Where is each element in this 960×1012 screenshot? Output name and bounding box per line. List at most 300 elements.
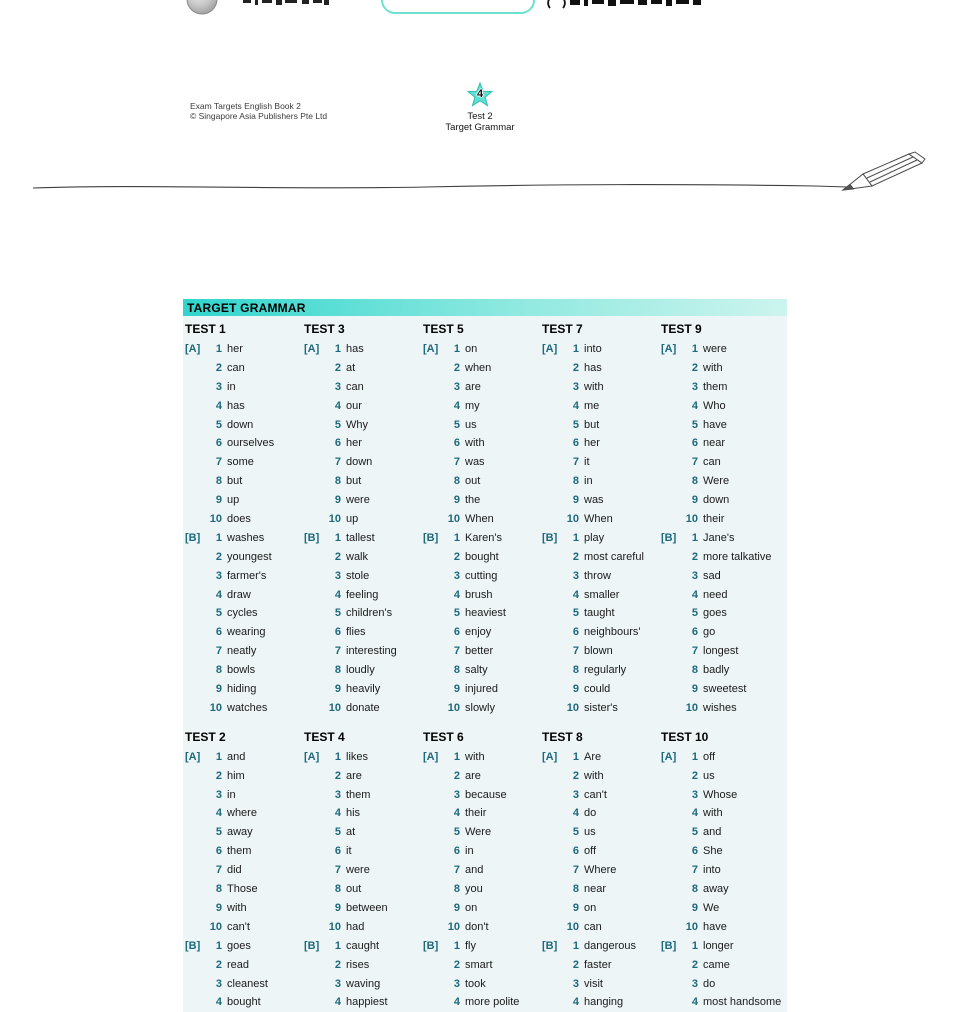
answer-row: [661, 340, 780, 359]
answer-number: 5: [215, 418, 222, 431]
answer-text: Were: [465, 826, 492, 839]
answer-row: [542, 491, 661, 510]
answer-row: [423, 993, 542, 1012]
answer-row: [661, 804, 780, 823]
section-label: [423, 975, 445, 994]
answer-text: with: [703, 361, 723, 374]
answer-row: [661, 359, 780, 378]
answer-number: 10: [328, 513, 341, 526]
answer-row: [542, 880, 661, 899]
answer-row: [661, 510, 780, 529]
section-label: [304, 993, 326, 1012]
section-label: [542, 899, 564, 918]
answer-row: [542, 604, 661, 623]
answer-text: can: [346, 380, 364, 393]
section-label: [423, 661, 445, 680]
test-column: [304, 319, 423, 718]
section-label: [423, 416, 445, 435]
answer-number: 9: [453, 901, 460, 914]
section-label: [423, 491, 445, 510]
answer-row: [185, 993, 304, 1012]
answer-row: [423, 786, 542, 805]
section-label: [185, 642, 207, 661]
answer-number: 10: [685, 701, 698, 714]
answer-text: salty: [465, 664, 488, 677]
answer-row: [661, 491, 780, 510]
answer-row: [185, 861, 304, 880]
answer-row: [661, 642, 780, 661]
section-label: [423, 453, 445, 472]
answer-text: stole: [346, 569, 370, 582]
section-label: [542, 680, 564, 699]
answer-text: on: [465, 901, 478, 914]
answer-number: 3: [334, 380, 341, 393]
answer-row: [185, 680, 304, 699]
section-label: [423, 359, 445, 378]
answer-number: 9: [334, 494, 341, 507]
section-label: [304, 786, 326, 805]
answer-text: go: [703, 626, 716, 639]
answer-text: on: [465, 343, 478, 355]
answer-text: at: [346, 826, 356, 839]
answer-row: [423, 680, 542, 699]
answer-text: into: [703, 864, 721, 877]
test-name: TEST 9: [661, 322, 702, 336]
answer-number: 5: [334, 826, 341, 839]
answer-text: the: [465, 494, 481, 507]
section-label: [185, 491, 207, 510]
answer-number: 5: [453, 418, 460, 431]
answer-text: away: [703, 883, 729, 896]
answer-row: [304, 586, 423, 605]
answer-row: [542, 434, 661, 453]
section-label: [661, 880, 683, 899]
answer-text: can't: [584, 788, 607, 801]
section-label: [185, 510, 207, 529]
section-label: [185, 623, 207, 642]
answer-row: [185, 642, 304, 661]
section-label: [B]: [542, 531, 558, 544]
section-label: [304, 453, 326, 472]
answer-number: 1: [215, 343, 222, 355]
answer-number: 1: [691, 750, 698, 763]
answer-row: [304, 567, 423, 586]
answer-text: smaller: [584, 588, 620, 601]
answer-text: Jane's: [703, 531, 735, 544]
answer-row: [542, 548, 661, 567]
answer-input-outline[interactable]: [382, 0, 534, 13]
section-label: [A]: [304, 343, 320, 355]
answer-row: [661, 378, 780, 397]
answer-text: badly: [703, 664, 730, 677]
answer-row: [304, 642, 423, 661]
section-label: [B]: [661, 531, 677, 544]
answer-text: were: [346, 864, 370, 877]
answer-row: [542, 804, 661, 823]
answer-row: [542, 567, 661, 586]
answer-text: him: [227, 769, 245, 782]
answer-number: 9: [453, 494, 460, 507]
answer-number: 6: [572, 437, 579, 450]
test-name: TEST 2: [185, 729, 226, 744]
answer-number: 5: [572, 418, 579, 431]
answer-row: [423, 880, 542, 899]
answer-text: you: [465, 883, 483, 896]
answer-text: my: [465, 399, 480, 412]
answer-text: better: [465, 645, 494, 658]
answer-row: [423, 956, 542, 975]
answer-text: loudly: [346, 664, 375, 677]
answer-text: them: [346, 788, 371, 801]
section-label: [423, 680, 445, 699]
answer-number: 9: [572, 683, 579, 696]
answer-text: took: [465, 977, 486, 990]
answer-row: [423, 397, 542, 416]
answer-number: 6: [691, 437, 698, 450]
answer-text: waving: [346, 977, 381, 990]
section-label: [542, 378, 564, 397]
section-label: [542, 975, 564, 994]
answer-text: dangerous: [584, 939, 636, 952]
answer-number: 7: [691, 456, 698, 469]
test-column: [185, 727, 304, 1012]
answer-row: [661, 842, 780, 861]
sphere-icon[interactable]: [187, 0, 217, 14]
answer-row: [423, 548, 542, 567]
answer-row: [423, 340, 542, 359]
answer-text: injured: [465, 683, 499, 696]
answer-number: 8: [691, 664, 698, 677]
answer-number: 9: [691, 683, 698, 696]
answer-number: 9: [691, 901, 698, 914]
answer-row: [304, 604, 423, 623]
section-label: [B]: [304, 939, 320, 952]
answer-row: [423, 937, 542, 956]
section-label: [423, 956, 445, 975]
answer-row: [661, 604, 780, 623]
answer-text: rises: [346, 958, 370, 971]
answer-number: 6: [334, 845, 341, 858]
section-label: [423, 993, 445, 1012]
answer-number: 1: [691, 343, 698, 355]
answer-number: 2: [453, 769, 460, 782]
section-label: [542, 567, 564, 586]
section-label: [661, 510, 683, 529]
answer-row: [423, 842, 542, 861]
answer-text: his: [346, 807, 361, 820]
answer-row: [542, 453, 661, 472]
answer-number: 3: [453, 569, 460, 582]
answer-text: do: [584, 807, 597, 820]
answer-text: her: [227, 343, 243, 355]
answer-number: 1: [215, 939, 222, 952]
test-name: TEST 7: [542, 322, 583, 336]
answer-row: [661, 397, 780, 416]
answer-text: washes: [227, 531, 265, 544]
answer-row: [423, 623, 542, 642]
answer-number: 8: [691, 475, 698, 488]
answer-text: up: [346, 513, 359, 526]
answer-text: cleanest: [227, 977, 268, 990]
answer-text: in: [584, 475, 593, 488]
answer-number: 9: [691, 494, 698, 507]
answer-row: [542, 378, 661, 397]
answer-row: [304, 786, 423, 805]
answer-number: 5: [453, 826, 460, 839]
answer-number: 7: [572, 456, 579, 469]
answer-row: [304, 397, 423, 416]
section-label: [423, 434, 445, 453]
answer-number: 10: [685, 513, 698, 526]
answer-text: our: [346, 399, 362, 412]
answer-number: 10: [209, 920, 222, 933]
section-label: [A]: [185, 750, 201, 763]
page-number: 4: [476, 88, 484, 100]
answer-text: in: [465, 845, 474, 858]
answer-number: 5: [453, 607, 460, 620]
section-label: [661, 993, 683, 1012]
answer-text: more talkative: [703, 550, 772, 563]
answer-number: 3: [453, 977, 460, 990]
answer-row: [185, 937, 304, 956]
answer-number: 2: [215, 769, 222, 782]
answer-row: [185, 661, 304, 680]
answer-text: ourselves: [227, 437, 275, 450]
section-label: [304, 823, 326, 842]
section-label: [423, 548, 445, 567]
section-label: [304, 623, 326, 642]
section-label: [304, 378, 326, 397]
section-label: [A]: [661, 750, 677, 763]
answer-text: us: [703, 769, 715, 782]
answer-row: [304, 861, 423, 880]
answer-row: [185, 604, 304, 623]
section-label: [185, 956, 207, 975]
section-label: [661, 642, 683, 661]
answer-row: [423, 823, 542, 842]
answer-row: [185, 786, 304, 805]
answer-text: but: [227, 475, 243, 488]
answer-text: away: [227, 826, 253, 839]
test-column: [304, 727, 423, 1012]
answer-number: 8: [572, 475, 579, 488]
answer-text: her: [584, 437, 600, 450]
answer-row: [542, 586, 661, 605]
answer-text: brush: [465, 588, 493, 601]
answer-row: [423, 975, 542, 994]
answer-text: did: [227, 864, 242, 877]
answer-text: visit: [584, 977, 603, 990]
section-label: [661, 567, 683, 586]
answer-text: us: [584, 826, 596, 839]
answer-number: 10: [566, 513, 579, 526]
answer-row: [423, 416, 542, 435]
answer-row: [423, 453, 542, 472]
answer-row: [185, 378, 304, 397]
section-label: [304, 861, 326, 880]
answer-text: wishes: [703, 701, 737, 714]
answer-number: 1: [453, 750, 460, 763]
answer-text: fly: [465, 939, 476, 952]
answer-number: 1: [215, 750, 222, 763]
answer-text: with: [584, 380, 604, 393]
answer-text: cutting: [465, 569, 498, 582]
answer-text: goes: [227, 939, 251, 952]
answer-row: [304, 975, 423, 994]
answer-number: 8: [215, 475, 222, 488]
answer-text: at: [346, 361, 356, 374]
answer-number: 4: [215, 807, 222, 820]
test-name: TEST 6: [423, 729, 464, 744]
answer-number: 4: [453, 588, 460, 601]
answer-text: flies: [346, 626, 366, 639]
answer-number: 8: [453, 883, 460, 896]
answer-text: have: [703, 418, 727, 431]
answer-number: 7: [453, 864, 460, 877]
answer-row: [661, 529, 780, 548]
answer-text: sister's: [584, 701, 618, 714]
answer-number: 3: [215, 569, 222, 582]
answer-text: out: [465, 475, 481, 488]
section-label: [661, 453, 683, 472]
answer-row: [185, 823, 304, 842]
section-label: [304, 899, 326, 918]
answer-row: [542, 529, 661, 548]
section-label: [185, 604, 207, 623]
answer-text: has: [227, 399, 245, 412]
answer-number: 6: [215, 845, 222, 858]
answer-row: [661, 748, 780, 767]
answer-number: 2: [691, 550, 698, 563]
section-label: [542, 434, 564, 453]
answer-text: because: [465, 788, 507, 801]
answer-number: 10: [328, 920, 341, 933]
test-name: TEST 4: [304, 729, 345, 744]
answer-text: youngest: [227, 550, 272, 563]
section-label: [423, 397, 445, 416]
answer-number: 3: [453, 788, 460, 801]
answer-number: 4: [691, 996, 698, 1009]
answer-number: 6: [453, 626, 460, 639]
answer-row: [304, 993, 423, 1012]
section-label: [304, 416, 326, 435]
parentheses-fragment: [548, 0, 565, 8]
answer-text: in: [227, 788, 236, 801]
answer-text: When: [465, 513, 494, 526]
answer-number: 4: [334, 996, 341, 1009]
answer-number: 8: [453, 664, 460, 677]
answer-row: [304, 453, 423, 472]
answer-row: [304, 661, 423, 680]
answer-number: 5: [572, 826, 579, 839]
answer-text: and: [465, 864, 484, 877]
section-label: [542, 510, 564, 529]
answer-number: 4: [572, 807, 579, 820]
answer-row: [304, 842, 423, 861]
answer-row: [661, 975, 780, 994]
answer-row: [423, 642, 542, 661]
answer-number: 7: [334, 645, 341, 658]
answer-text: has: [584, 361, 602, 374]
answer-row: [661, 937, 780, 956]
answer-text: off: [703, 750, 716, 763]
answer-number: 4: [215, 588, 222, 601]
test-name: TEST 8: [542, 729, 583, 744]
answer-text: sad: [703, 569, 721, 582]
answer-number: 1: [453, 531, 460, 544]
answer-text: don't: [465, 920, 489, 933]
section-label: [304, 975, 326, 994]
answer-row: [185, 340, 304, 359]
answer-number: 10: [566, 701, 579, 714]
answer-row: [542, 786, 661, 805]
clipped-text-fragments-left: [243, 0, 329, 5]
section-label: [423, 767, 445, 786]
section-label: [A]: [542, 343, 558, 355]
answer-number: 3: [572, 569, 579, 582]
section-label: [542, 453, 564, 472]
section-label: [542, 397, 564, 416]
answer-text: taught: [584, 607, 615, 620]
answer-text: with: [227, 901, 247, 914]
answer-text: Karen's: [465, 531, 502, 544]
answer-text: are: [465, 380, 481, 393]
answer-row: [304, 548, 423, 567]
section-label: [304, 586, 326, 605]
answer-number: 3: [691, 380, 698, 393]
answer-text: with: [465, 750, 485, 763]
answer-row: [185, 699, 304, 718]
answer-row: [661, 661, 780, 680]
answer-text: play: [584, 531, 605, 544]
answer-row: [304, 416, 423, 435]
answer-number: 1: [453, 939, 460, 952]
section-label: [542, 661, 564, 680]
answer-row: [661, 699, 780, 718]
answer-number: 4: [572, 588, 579, 601]
section-label: [A]: [185, 343, 201, 355]
answer-row: [661, 680, 780, 699]
answer-row: [423, 661, 542, 680]
answer-number: 2: [453, 550, 460, 563]
section-label: [542, 823, 564, 842]
section-label: [661, 842, 683, 861]
hand-drawn-line: [33, 185, 847, 188]
answer-text: can't: [227, 920, 250, 933]
section-label: [661, 661, 683, 680]
answer-text: feeling: [346, 588, 379, 601]
section-label: [185, 767, 207, 786]
answer-number: 5: [334, 607, 341, 620]
section-label: [304, 956, 326, 975]
section-label: [185, 975, 207, 994]
section-label: [661, 975, 683, 994]
answer-text: into: [584, 343, 602, 355]
answer-row: [185, 767, 304, 786]
section-label: [B]: [185, 939, 201, 952]
answer-number: 2: [453, 958, 460, 971]
section-label: [304, 567, 326, 586]
answer-number: 8: [334, 664, 341, 677]
answer-number: 3: [572, 380, 579, 393]
answer-text: them: [227, 845, 252, 858]
answer-row: [185, 434, 304, 453]
section-label: [423, 899, 445, 918]
section-label: [542, 604, 564, 623]
answer-number: 2: [691, 361, 698, 374]
answer-row: [423, 491, 542, 510]
answer-row: [185, 842, 304, 861]
